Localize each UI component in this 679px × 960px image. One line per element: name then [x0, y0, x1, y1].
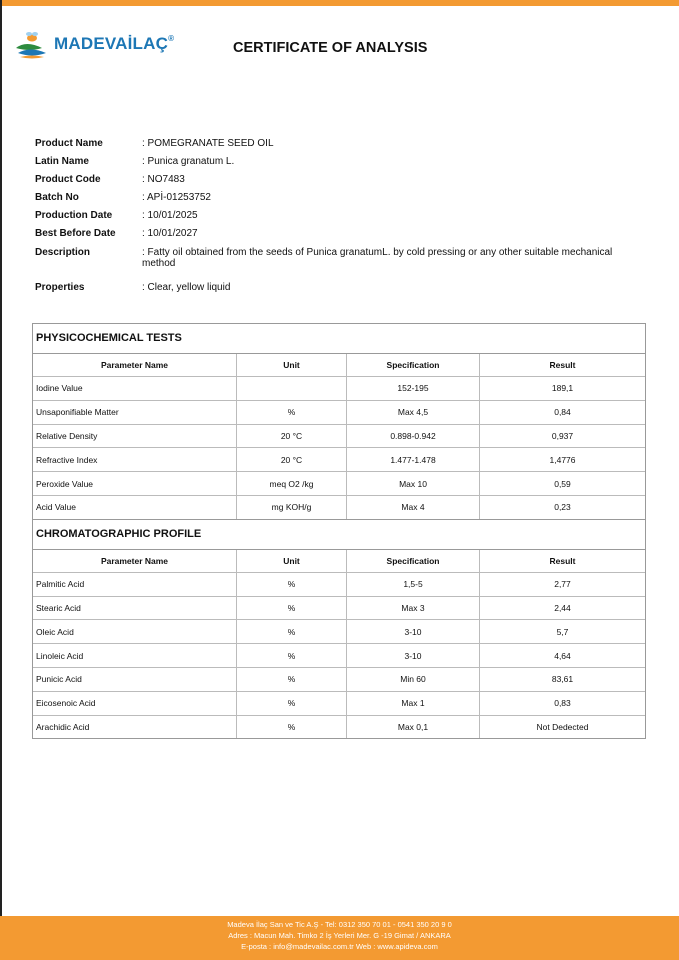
table-cell: 20 °C: [237, 425, 347, 448]
header-cell: Specification: [347, 354, 480, 376]
table-header-row: [33, 354, 645, 377]
table-row: [33, 401, 645, 425]
table-row: [33, 425, 645, 449]
table-cell: 0.898-0.942: [347, 425, 480, 448]
info-label: Production Date: [35, 210, 113, 221]
info-value: : Clear, yellow liquid: [142, 282, 231, 293]
table-cell: Linoleic Acid: [33, 644, 237, 667]
company-logo: [12, 26, 175, 62]
info-value: : NO7483: [142, 174, 185, 185]
table-row: [33, 377, 645, 401]
table-cell: Iodine Value: [33, 377, 237, 400]
info-value: : Fatty oil obtained from the seeds of Punica granatumL. by cold pressing or any other suitable mechanical method: [142, 247, 613, 269]
table-cell: 83,61: [551, 674, 574, 685]
table-cell: 5,7: [556, 626, 569, 637]
header-cell: Unit: [237, 550, 347, 572]
table-cell: %: [237, 573, 347, 596]
table-cell: Arachidic Acid: [33, 716, 237, 739]
table-cell: [237, 377, 347, 400]
table-cell: 2,44: [554, 602, 571, 613]
results-table: [32, 323, 646, 739]
table-cell: 4,64: [554, 650, 571, 661]
table-cell: 3-10: [347, 620, 480, 643]
table-cell: Max 1: [347, 692, 480, 715]
table-cell: 0,937: [551, 430, 574, 441]
page-footer: [0, 916, 679, 960]
table-cell: Max 0,1: [347, 716, 480, 739]
table-cell: meq O2 /kg: [237, 472, 347, 495]
info-label: Product Name: [35, 138, 103, 149]
table-cell: Unsaponifiable Matter: [33, 401, 237, 424]
info-value: : 10/01/2025: [142, 210, 198, 221]
footer-address-line: Adres : Macun Mah. Timko 2 İş Yerleri Mer. G -19 Gimat / ANKARA: [228, 931, 451, 940]
table-row: [33, 448, 645, 472]
section-title-chromatographic: CHROMATOGRAPHIC PROFILE: [33, 520, 645, 550]
table-cell: %: [237, 692, 347, 715]
bee-leaf-icon: [12, 26, 52, 62]
table-cell: Stearic Acid: [33, 597, 237, 620]
table-row: [33, 644, 645, 668]
table-cell: Acid Value: [33, 496, 237, 519]
table-cell: %: [237, 668, 347, 691]
info-label: Best Before Date: [35, 228, 116, 239]
table-cell: Not Dedected: [536, 721, 589, 732]
table-cell: 2,77: [554, 579, 571, 590]
table-cell: Relative Density: [33, 425, 237, 448]
table-cell: Punicic Acid: [33, 668, 237, 691]
table-row: [33, 692, 645, 716]
header-cell: Specification: [347, 550, 480, 572]
table-cell: 1,5-5: [347, 573, 480, 596]
table-cell: %: [237, 620, 347, 643]
table-cell: %: [237, 644, 347, 667]
footer-web-line: E-posta : info@madevailac.com.tr Web : www.apideva.com: [241, 942, 438, 951]
table-row: [33, 496, 645, 520]
table-cell: 1,4776: [549, 454, 576, 465]
table-cell: 152-195: [347, 377, 480, 400]
header-cell: Parameter Name: [33, 550, 237, 572]
table-cell: 0,23: [554, 502, 571, 513]
page-title: CERTIFICATE OF ANALYSIS: [233, 40, 428, 56]
info-value: : Punica granatum L.: [142, 156, 235, 167]
left-border-line: [0, 0, 2, 960]
info-label: Batch No: [35, 192, 79, 203]
table-cell: Peroxide Value: [33, 472, 237, 495]
table-cell: 0,84: [554, 407, 571, 418]
table-row: [33, 597, 645, 621]
table-cell: 1.477-1.478: [347, 448, 480, 471]
header-cell: Unit: [237, 354, 347, 376]
table-cell: Min 60: [347, 668, 480, 691]
table-cell: Oleic Acid: [33, 620, 237, 643]
table-row: [33, 620, 645, 644]
table-header-row: [33, 550, 645, 573]
info-label: Description: [35, 247, 91, 258]
info-label: Properties: [35, 282, 85, 293]
section-title-physicochemical: PHYSICOCHEMICAL TESTS: [33, 324, 645, 354]
table-cell: 20 °C: [237, 448, 347, 471]
table-row: [33, 573, 645, 597]
table-cell: Eicosenoic Acid: [33, 692, 237, 715]
info-value: : APİ-01253752: [142, 192, 211, 203]
info-label: Latin Name: [35, 156, 89, 167]
table-cell: 0,59: [554, 478, 571, 489]
table-cell: 0,83: [554, 698, 571, 709]
table-cell: %: [237, 401, 347, 424]
table-row: [33, 716, 645, 739]
table-cell: Max 10: [347, 472, 480, 495]
table-row: [33, 668, 645, 692]
table-cell: 189,1: [551, 383, 574, 394]
footer-contact-line: Madeva İlaç San ve Tic A.Ş - Tel: 0312 350 70 01 - 0541 350 20 9 0: [227, 920, 452, 929]
info-label: Product Code: [35, 174, 101, 185]
top-accent-bar: [0, 0, 679, 6]
info-value: : POMEGRANATE SEED OIL: [142, 138, 274, 149]
table-cell: Max 4: [347, 496, 480, 519]
table-cell: Max 4,5: [347, 401, 480, 424]
table-row: [33, 472, 645, 496]
table-cell: mg KOH/g: [237, 496, 347, 519]
header-cell: Result: [549, 360, 576, 370]
table-cell: Palmitic Acid: [33, 573, 237, 596]
table-cell: %: [237, 716, 347, 739]
logo-text: MADEVAİLAÇ®: [54, 34, 175, 53]
header-cell: Parameter Name: [33, 354, 237, 376]
table-cell: %: [237, 597, 347, 620]
table-cell: 3-10: [347, 644, 480, 667]
header-cell: Result: [549, 555, 576, 566]
info-value: : 10/01/2027: [142, 228, 198, 239]
table-cell: Max 3: [347, 597, 480, 620]
table-cell: Refractive Index: [33, 448, 237, 471]
